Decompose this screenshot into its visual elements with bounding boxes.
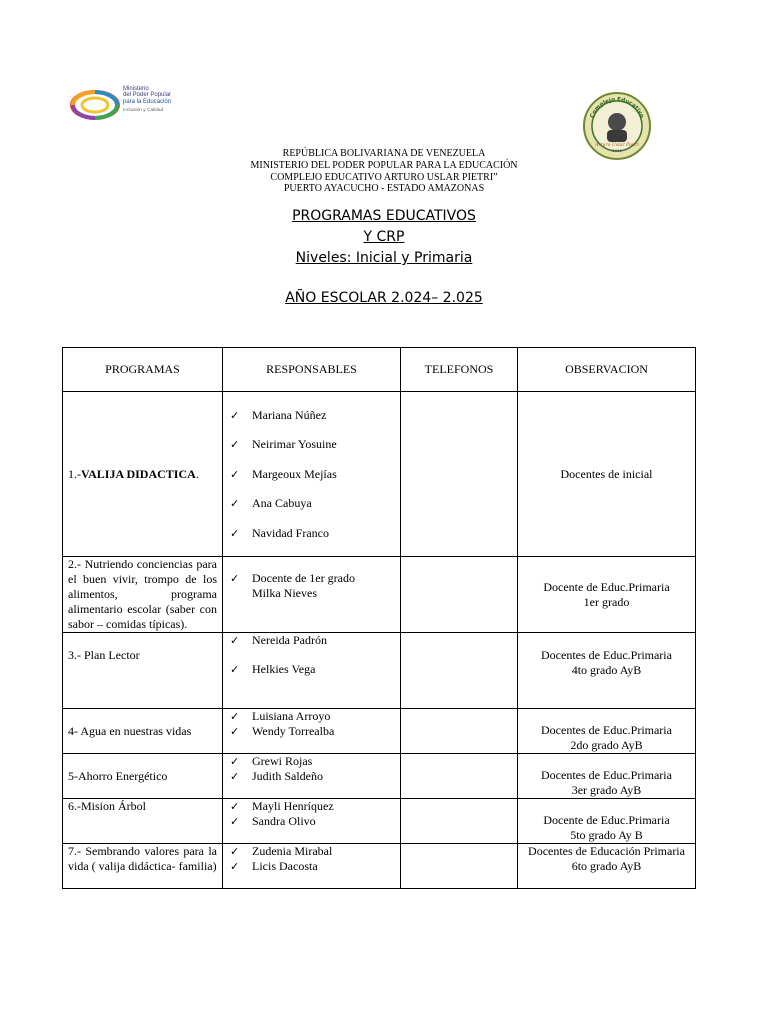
telefono-cell xyxy=(401,557,518,633)
observacion-line: 5to grado Ay B xyxy=(570,828,643,842)
check-icon: ✓ xyxy=(230,755,240,768)
ministry-emblem-icon xyxy=(70,90,120,120)
observacion-line: Docentes de Educación Primaria xyxy=(528,844,685,858)
table-row xyxy=(63,844,696,889)
telefono-cell xyxy=(401,392,518,557)
check-icon: ✓ xyxy=(230,526,240,540)
header-observacion: OBSERVACION xyxy=(518,348,696,392)
title-line-1: PROGRAMAS EDUCATIVOS xyxy=(292,208,476,224)
observacion-cell xyxy=(518,392,696,557)
list-item xyxy=(228,724,395,739)
seal-name-text: Arturo Uslar Pietri xyxy=(595,143,639,148)
responsable-name: Milka Nieves xyxy=(252,586,317,600)
responsables-list xyxy=(228,754,395,784)
list-item xyxy=(228,662,395,677)
list-item xyxy=(228,496,395,511)
responsable-name: Mayli Henríquez xyxy=(252,799,334,813)
title-line-3: Niveles: Inicial y Primaria xyxy=(295,250,473,266)
responsable-name: Nereida Padrón xyxy=(252,633,327,647)
check-icon: ✓ xyxy=(230,634,240,647)
check-icon: ✓ xyxy=(230,497,240,510)
check-icon: ✓ xyxy=(230,725,240,738)
check-icon: ✓ xyxy=(230,800,240,813)
header-responsables: RESPONSABLES xyxy=(223,348,401,392)
observacion-cell xyxy=(518,557,696,633)
check-icon: ✓ xyxy=(230,845,240,858)
observacion-cell xyxy=(518,709,696,754)
program-cell: 6.-Mision Árbol xyxy=(63,799,223,844)
header-programas: PROGRAMAS xyxy=(63,348,223,392)
list-item xyxy=(228,571,395,601)
school-year: AÑO ESCOLAR 2.024– 2.025 xyxy=(285,290,483,306)
table-row xyxy=(63,754,696,799)
observacion-cell xyxy=(518,633,696,709)
list-item xyxy=(228,859,395,874)
responsable-name: Helkies Vega xyxy=(252,662,316,676)
observacion-line: Docentes de inicial xyxy=(560,466,653,481)
list-item xyxy=(228,526,395,541)
observacion-line: 6to grado AyB xyxy=(571,859,642,873)
list-item xyxy=(228,754,395,769)
list-item xyxy=(228,709,395,724)
program-name: VALIJA DIDACTICA xyxy=(81,466,196,481)
ministry-logo xyxy=(70,86,200,130)
header-line-location: PUERTO AYACUCHO - ESTADO AMAZONAS xyxy=(283,183,485,195)
telefono-cell xyxy=(401,633,518,709)
table-row xyxy=(63,392,696,557)
programs-table xyxy=(62,347,696,889)
ministry-name-line-1: Ministerio xyxy=(123,86,149,92)
telefono-cell xyxy=(401,754,518,799)
responsable-name: Navidad Franco xyxy=(252,525,329,540)
letterhead xyxy=(0,148,768,195)
document-title xyxy=(0,206,768,269)
responsables-list xyxy=(228,633,395,677)
table-row xyxy=(63,633,696,709)
check-icon: ✓ xyxy=(230,770,240,783)
table-row xyxy=(63,557,696,633)
list-item xyxy=(228,467,395,482)
check-icon: ✓ xyxy=(230,572,240,585)
responsable-name: Wendy Torrealba xyxy=(252,724,335,738)
table-row xyxy=(63,709,696,754)
program-cell xyxy=(63,392,223,557)
ministry-name-line-2: del Poder Popular xyxy=(123,92,172,99)
responsables-cell xyxy=(223,799,401,844)
program-prefix: 1.- xyxy=(68,466,81,481)
title-line-2: Y CRP xyxy=(363,229,405,245)
check-icon: ✓ xyxy=(230,815,240,828)
observacion-line: Docentes de Educ.Primaria xyxy=(541,723,672,737)
observacion-line: Docente de Educ.Primaria xyxy=(543,813,670,827)
list-item xyxy=(228,769,395,784)
program-cell: 4- Agua en nuestras vidas xyxy=(63,709,223,754)
program-cell: 5-Ahorro Energético xyxy=(63,754,223,799)
responsables-list xyxy=(228,799,395,829)
responsable-name: Zudenia Mirabal xyxy=(252,844,333,858)
responsables-list xyxy=(228,571,395,601)
responsable-name: Grewi Rojas xyxy=(252,754,313,768)
header-line-school: COMPLEJO EDUCATIVO ARTURO USLAR PIETRI” xyxy=(270,171,498,183)
responsables-list xyxy=(228,709,395,739)
responsables-list xyxy=(228,844,395,874)
observacion-line: 3er grado AyB xyxy=(571,783,642,797)
telefono-cell xyxy=(401,709,518,754)
table-header-row xyxy=(63,348,696,392)
observacion-line: Docente de Educ.Primaria xyxy=(543,579,670,594)
observacion-line: Docentes de Educ.Primaria xyxy=(541,768,672,782)
telefono-cell xyxy=(401,799,518,844)
responsable-name: Licis Dacosta xyxy=(252,859,318,873)
program-cell: 2.- Nutriendo conciencias para el buen vivir, trompo de los alimentos, programa alimentario escolar (saber con sabor – comidas típicas). xyxy=(63,557,223,633)
responsables-cell xyxy=(223,633,401,709)
check-icon: ✓ xyxy=(230,663,240,676)
check-icon: ✓ xyxy=(230,710,240,723)
responsables-cell xyxy=(223,392,401,557)
program-suffix: . xyxy=(195,466,199,481)
check-icon: ✓ xyxy=(230,860,240,873)
header-line-republic: REPÚBLICA BOLIVARIANA DE VENEZUELA xyxy=(282,148,486,159)
header-telefonos: TELEFONOS xyxy=(401,348,518,392)
observacion-line: Docentes de Educ.Primaria xyxy=(541,648,672,662)
responsable-name: Luisiana Arroyo xyxy=(252,709,331,723)
program-cell: 7.- Sembrando valores para la vida ( valija didáctica- familia) xyxy=(63,844,223,889)
table-row xyxy=(63,799,696,844)
responsables-cell xyxy=(223,844,401,889)
observacion-line: 2do grado AyB xyxy=(570,738,643,752)
responsables-cell xyxy=(223,709,401,754)
ministry-motto: Inclusión y Calidad xyxy=(123,108,164,114)
list-item xyxy=(228,408,395,423)
responsable-name: Neirimar Yosuine xyxy=(252,437,337,451)
check-icon: ✓ xyxy=(230,467,240,481)
list-item xyxy=(228,633,395,648)
observacion-cell xyxy=(518,754,696,799)
check-icon: ✓ xyxy=(230,408,240,422)
observacion-cell xyxy=(518,799,696,844)
observacion-cell xyxy=(518,844,696,889)
responsable-name: Ana Cabuya xyxy=(252,496,312,510)
responsable-line: Docente de 1er grado xyxy=(252,571,355,585)
list-item xyxy=(228,844,395,859)
observacion-line: 4to grado AyB xyxy=(571,663,642,677)
observacion-line: 1er grado xyxy=(583,594,630,609)
list-item xyxy=(228,799,395,814)
seal-arc-text: Complejo Educativo xyxy=(589,96,645,119)
responsables-cell xyxy=(223,557,401,633)
check-icon: ✓ xyxy=(230,438,240,451)
program-cell: 3.- Plan Lector xyxy=(63,633,223,709)
responsable-name: Mariana Núñez xyxy=(252,407,327,422)
seal-year-text: 2014 xyxy=(612,149,622,153)
responsable-name: Judith Saldeño xyxy=(252,769,323,783)
responsables-cell xyxy=(223,754,401,799)
responsable-name: Margeoux Mejías xyxy=(252,466,337,481)
telefono-cell xyxy=(401,844,518,889)
header-line-ministry: MINISTERIO DEL PODER POPULAR PARA LA EDUCACIÓN xyxy=(250,159,518,171)
responsable-name: Sandra Olivo xyxy=(252,814,316,828)
list-item xyxy=(228,814,395,829)
ministry-name-line-3: para la Educación xyxy=(123,98,172,105)
responsables-list xyxy=(228,408,395,541)
list-item xyxy=(228,437,395,452)
